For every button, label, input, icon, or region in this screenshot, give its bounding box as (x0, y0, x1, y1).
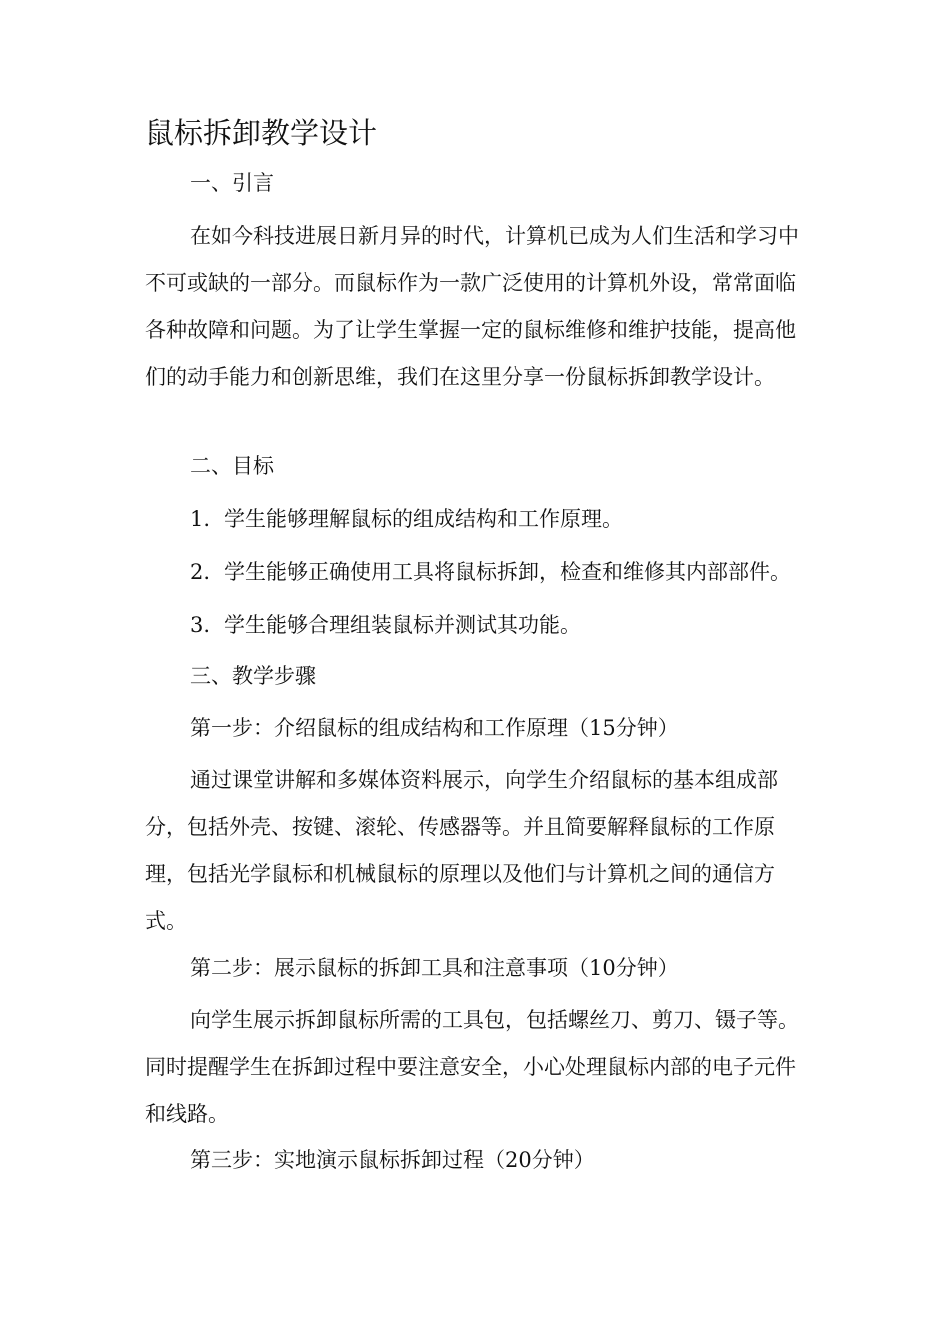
goal-number: 1. (190, 507, 211, 531)
goal-text: 学生能够正确使用工具将鼠标拆卸，检查和维修其内部部件。 (224, 560, 791, 584)
step1-paragraph: 通过课堂讲解和多媒体资料展示，向学生介绍鼠标的基本组成部分，包括外壳、按键、滚轮、传感器等。并且简要解释鼠标的工作原理，包括光学鼠标和机械鼠标的原理以及他们与计算机之间的通信方式。 (145, 768, 778, 933)
goal-item-2 (190, 549, 791, 596)
goal-text: 学生能够理解鼠标的组成结构和工作原理。 (224, 507, 623, 531)
goals-heading: 二、目标 (190, 454, 274, 478)
step2-paragraph: 向学生展示拆卸鼠标所需的工具包，包括螺丝刀、剪刀、镊子等。同时提醒学生在拆卸过程中要注意安全，小心处理鼠标内部的电子元件和线路。 (145, 1008, 799, 1126)
document-title: 鼠标拆卸教学设计 (145, 116, 378, 150)
step1-heading: 第一步：介绍鼠标的组成结构和工作原理（15分钟） (190, 716, 679, 740)
goal-text: 学生能够合理组装鼠标并测试其功能。 (224, 613, 581, 637)
goal-number: 2. (190, 560, 211, 584)
goal-number: 3. (190, 613, 211, 637)
step3-heading: 第三步：实地演示鼠标拆卸过程（20分钟） (190, 1148, 595, 1172)
steps-heading: 三、教学步骤 (190, 664, 316, 688)
intro-heading: 一、引言 (190, 171, 274, 195)
intro-paragraph: 在如今科技进展日新月异的时代，计算机已成为人们生活和学习中不可或缺的一部分。而鼠标作为一款广泛使用的计算机外设，常常面临各种故障和问题。为了让学生掌握一定的鼠标维修和维护技能，提高他们的动手能力和创新思维，我们在这里分享一份鼠标拆卸教学设计。 (145, 224, 799, 389)
goal-item-3 (190, 602, 581, 649)
step2-heading: 第二步：展示鼠标的拆卸工具和注意事项（10分钟） (190, 956, 679, 980)
goal-item-1 (190, 496, 623, 543)
